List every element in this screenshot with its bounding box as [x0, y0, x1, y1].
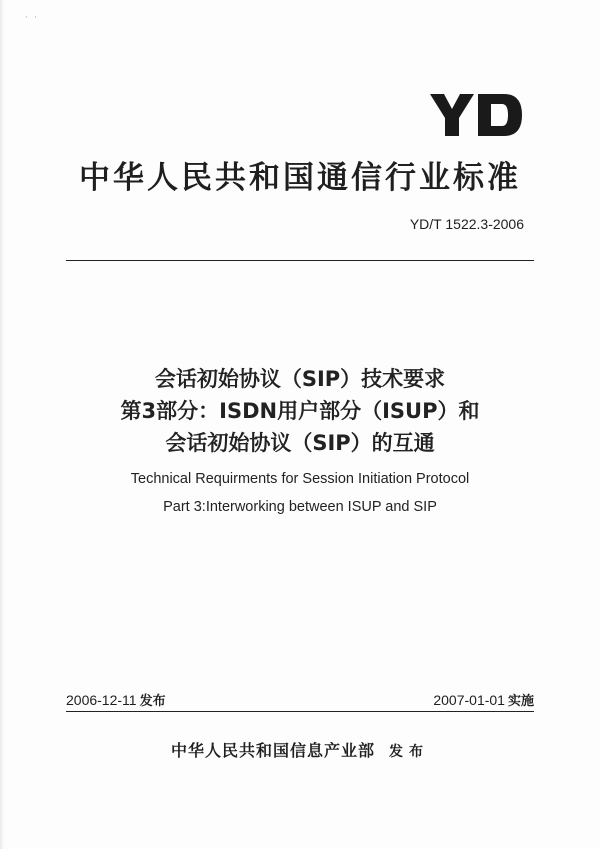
- implementation-date: [433, 690, 534, 709]
- standard-number: YD/T 1522.3-2006: [409, 216, 524, 232]
- issuing-body-title: 中华人民共和国通信行业标准: [79, 160, 521, 196]
- yd-logo: [428, 92, 524, 138]
- publisher-name: 中华人民共和国信息产业部: [170, 741, 375, 760]
- title-cn-line2: 第3部分：ISDN用户部分（ISUP）和: [120, 399, 480, 423]
- issue-date-value: 2006-12-11: [66, 692, 137, 708]
- title-en-line1: Technical Requirments for Session Initiation Protocol: [130, 471, 470, 487]
- publisher-line: [0, 738, 600, 761]
- publisher-action: 发布: [389, 744, 429, 760]
- scan-edge: [0, 0, 4, 849]
- bottom-divider: [66, 711, 534, 712]
- issue-date: [66, 690, 166, 709]
- implementation-date-label: 实施: [507, 694, 534, 709]
- top-divider: [66, 260, 534, 261]
- title-cn-line1: 会话初始协议（SIP）技术要求: [154, 367, 446, 391]
- implementation-date-value: 2007-01-01: [433, 692, 505, 708]
- scan-artifact: · ·: [25, 13, 39, 22]
- title-cn-line3: 会话初始协议（SIP）的互通: [165, 431, 435, 455]
- title-en-line2: Part 3:Interworking between ISUP and SIP: [163, 499, 437, 515]
- issue-date-label: 发布: [139, 694, 166, 709]
